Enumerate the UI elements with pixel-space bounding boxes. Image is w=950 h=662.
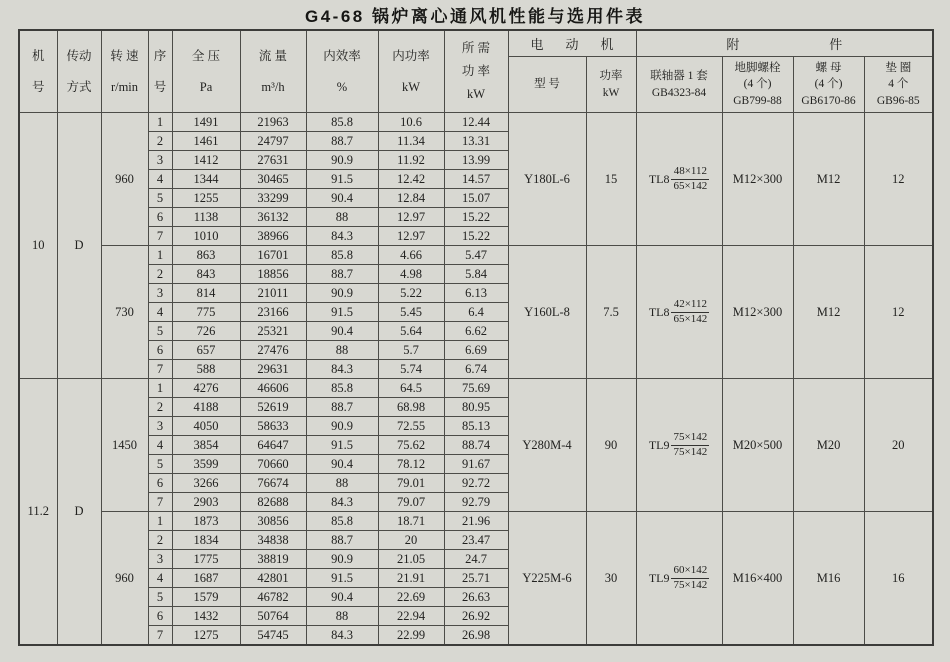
cell-required-power: 91.67 bbox=[444, 455, 508, 474]
cell-efficiency: 90.4 bbox=[306, 322, 378, 341]
cell-required-power: 92.79 bbox=[444, 493, 508, 512]
cell-pressure: 1344 bbox=[172, 170, 240, 189]
col-header-motor-model: 型 号 bbox=[508, 57, 586, 113]
cell-required-power: 75.69 bbox=[444, 379, 508, 398]
cell-internal-power: 22.69 bbox=[378, 588, 444, 607]
cell-internal-power: 75.62 bbox=[378, 436, 444, 455]
cell-seq: 1 bbox=[148, 512, 172, 531]
cell-internal-power: 79.07 bbox=[378, 493, 444, 512]
col-header-drive-mode: 传动 方式 bbox=[57, 30, 101, 113]
cell-pressure: 1255 bbox=[172, 189, 240, 208]
cell-pressure: 863 bbox=[172, 246, 240, 265]
cell-internal-power: 12.42 bbox=[378, 170, 444, 189]
cell-internal-power: 64.5 bbox=[378, 379, 444, 398]
col-header-anchor-bolt: 地脚螺栓 (4 个) GB799-88 bbox=[722, 57, 793, 113]
cell-flow: 82688 bbox=[240, 493, 306, 512]
cell-required-power: 6.69 bbox=[444, 341, 508, 360]
cell-nut: M12 bbox=[793, 113, 864, 246]
cell-efficiency: 85.8 bbox=[306, 113, 378, 132]
cell-required-power: 21.96 bbox=[444, 512, 508, 531]
cell-pressure: 1275 bbox=[172, 626, 240, 646]
cell-required-power: 25.71 bbox=[444, 569, 508, 588]
cell-required-power: 15.22 bbox=[444, 227, 508, 246]
cell-seq: 2 bbox=[148, 531, 172, 550]
table-header bbox=[19, 30, 933, 113]
table-row bbox=[19, 113, 933, 132]
cell-efficiency: 90.4 bbox=[306, 189, 378, 208]
motor-group-header: 电 动 机 bbox=[508, 30, 636, 57]
cell-seq: 3 bbox=[148, 550, 172, 569]
col-header-pressure: 全 压 Pa bbox=[172, 30, 240, 113]
cell-efficiency: 84.3 bbox=[306, 227, 378, 246]
cell-pressure: 1579 bbox=[172, 588, 240, 607]
cell-seq: 3 bbox=[148, 417, 172, 436]
cell-fan-no: 10 bbox=[19, 113, 57, 379]
cell-flow: 42801 bbox=[240, 569, 306, 588]
cell-flow: 21011 bbox=[240, 284, 306, 303]
cell-seq: 4 bbox=[148, 170, 172, 189]
cell-required-power: 6.62 bbox=[444, 322, 508, 341]
cell-internal-power: 18.71 bbox=[378, 512, 444, 531]
cell-efficiency: 91.5 bbox=[306, 436, 378, 455]
cell-pressure: 2903 bbox=[172, 493, 240, 512]
coupling-type: TL8 bbox=[648, 172, 670, 186]
cell-seq: 6 bbox=[148, 208, 172, 227]
cell-efficiency: 84.3 bbox=[306, 493, 378, 512]
cell-seq: 5 bbox=[148, 455, 172, 474]
cell-required-power: 13.31 bbox=[444, 132, 508, 151]
cell-efficiency: 88 bbox=[306, 208, 378, 227]
cell-flow: 38966 bbox=[240, 227, 306, 246]
cell-efficiency: 90.9 bbox=[306, 417, 378, 436]
cell-motor-power: 7.5 bbox=[586, 246, 636, 379]
cell-efficiency: 90.4 bbox=[306, 455, 378, 474]
cell-pressure: 3266 bbox=[172, 474, 240, 493]
cell-drive-mode: D bbox=[57, 379, 101, 646]
col-header-motor-power: 功率 kW bbox=[586, 57, 636, 113]
cell-seq: 4 bbox=[148, 569, 172, 588]
cell-seq: 6 bbox=[148, 607, 172, 626]
cell-flow: 18856 bbox=[240, 265, 306, 284]
cell-internal-power: 10.6 bbox=[378, 113, 444, 132]
cell-flow: 30465 bbox=[240, 170, 306, 189]
cell-efficiency: 90.9 bbox=[306, 550, 378, 569]
coupling-fraction: $\frac{48\times 112}{65\times 142}$ bbox=[673, 164, 708, 192]
cell-coupling bbox=[636, 379, 722, 512]
cell-pressure: 1010 bbox=[172, 227, 240, 246]
cell-internal-power: 4.66 bbox=[378, 246, 444, 265]
cell-flow: 27631 bbox=[240, 151, 306, 170]
cell-motor-model: Y225M-6 bbox=[508, 512, 586, 646]
cell-flow: 46782 bbox=[240, 588, 306, 607]
cell-internal-power: 22.99 bbox=[378, 626, 444, 646]
cell-required-power: 92.72 bbox=[444, 474, 508, 493]
cell-flow: 25321 bbox=[240, 322, 306, 341]
cell-efficiency: 85.8 bbox=[306, 512, 378, 531]
cell-efficiency: 90.9 bbox=[306, 284, 378, 303]
cell-internal-power: 5.45 bbox=[378, 303, 444, 322]
cell-required-power: 6.74 bbox=[444, 360, 508, 379]
col-header-washer: 垫 圈 4 个 GB96-85 bbox=[864, 57, 933, 113]
cell-efficiency: 88 bbox=[306, 607, 378, 626]
cell-internal-power: 68.98 bbox=[378, 398, 444, 417]
cell-required-power: 5.84 bbox=[444, 265, 508, 284]
cell-required-power: 15.22 bbox=[444, 208, 508, 227]
cell-efficiency: 91.5 bbox=[306, 569, 378, 588]
cell-pressure: 1138 bbox=[172, 208, 240, 227]
cell-flow: 23166 bbox=[240, 303, 306, 322]
cell-anchor-bolt: M16×400 bbox=[722, 512, 793, 646]
accessory-group-header: 附 件 bbox=[636, 30, 933, 57]
cell-coupling bbox=[636, 113, 722, 246]
col-header-flow: 流 量 m³/h bbox=[240, 30, 306, 113]
cell-motor-power: 30 bbox=[586, 512, 636, 646]
cell-seq: 4 bbox=[148, 436, 172, 455]
cell-efficiency: 90.9 bbox=[306, 151, 378, 170]
cell-efficiency: 88.7 bbox=[306, 398, 378, 417]
cell-efficiency: 90.4 bbox=[306, 588, 378, 607]
header-row-groups bbox=[19, 30, 933, 57]
cell-required-power: 26.63 bbox=[444, 588, 508, 607]
cell-nut: M16 bbox=[793, 512, 864, 646]
cell-pressure: 4188 bbox=[172, 398, 240, 417]
cell-flow: 33299 bbox=[240, 189, 306, 208]
cell-seq: 1 bbox=[148, 113, 172, 132]
cell-coupling bbox=[636, 246, 722, 379]
cell-motor-model: Y160L-8 bbox=[508, 246, 586, 379]
cell-required-power: 12.44 bbox=[444, 113, 508, 132]
cell-efficiency: 88.7 bbox=[306, 132, 378, 151]
cell-motor-model: Y280M-4 bbox=[508, 379, 586, 512]
cell-seq: 2 bbox=[148, 265, 172, 284]
cell-seq: 2 bbox=[148, 132, 172, 151]
coupling-type: TL9 bbox=[648, 571, 670, 585]
cell-pressure: 1491 bbox=[172, 113, 240, 132]
col-header-internal-power: 内功率 kW bbox=[378, 30, 444, 113]
cell-required-power: 80.95 bbox=[444, 398, 508, 417]
cell-seq: 7 bbox=[148, 227, 172, 246]
col-header-nut: 螺 母 (4 个) GB6170-86 bbox=[793, 57, 864, 113]
cell-pressure: 1412 bbox=[172, 151, 240, 170]
cell-speed: 1450 bbox=[101, 379, 148, 512]
cell-efficiency: 88.7 bbox=[306, 265, 378, 284]
table-row bbox=[19, 512, 933, 531]
cell-pressure: 1432 bbox=[172, 607, 240, 626]
cell-pressure: 588 bbox=[172, 360, 240, 379]
cell-flow: 24797 bbox=[240, 132, 306, 151]
cell-efficiency: 85.8 bbox=[306, 379, 378, 398]
cell-required-power: 26.92 bbox=[444, 607, 508, 626]
cell-flow: 16701 bbox=[240, 246, 306, 265]
cell-flow: 58633 bbox=[240, 417, 306, 436]
cell-internal-power: 5.64 bbox=[378, 322, 444, 341]
cell-pressure: 3599 bbox=[172, 455, 240, 474]
table-row bbox=[19, 246, 933, 265]
cell-washer: 20 bbox=[864, 379, 933, 512]
coupling-type: TL9 bbox=[648, 438, 670, 452]
cell-speed: 960 bbox=[101, 512, 148, 646]
cell-flow: 21963 bbox=[240, 113, 306, 132]
cell-pressure: 1461 bbox=[172, 132, 240, 151]
cell-pressure: 1775 bbox=[172, 550, 240, 569]
cell-motor-power: 90 bbox=[586, 379, 636, 512]
cell-flow: 70660 bbox=[240, 455, 306, 474]
cell-flow: 64647 bbox=[240, 436, 306, 455]
cell-flow: 52619 bbox=[240, 398, 306, 417]
cell-required-power: 6.4 bbox=[444, 303, 508, 322]
cell-pressure: 843 bbox=[172, 265, 240, 284]
cell-motor-power: 15 bbox=[586, 113, 636, 246]
col-header-seq: 序 号 bbox=[148, 30, 172, 113]
cell-coupling bbox=[636, 512, 722, 646]
cell-fan-no: 11.2 bbox=[19, 379, 57, 646]
fan-performance-table bbox=[18, 29, 934, 646]
col-header-coupling: 联轴器 1 套 GB4323-84 bbox=[636, 57, 722, 113]
cell-anchor-bolt: M12×300 bbox=[722, 246, 793, 379]
cell-required-power: 88.74 bbox=[444, 436, 508, 455]
cell-seq: 5 bbox=[148, 322, 172, 341]
cell-internal-power: 4.98 bbox=[378, 265, 444, 284]
cell-pressure: 1834 bbox=[172, 531, 240, 550]
cell-anchor-bolt: M12×300 bbox=[722, 113, 793, 246]
cell-motor-model: Y180L-6 bbox=[508, 113, 586, 246]
cell-internal-power: 5.74 bbox=[378, 360, 444, 379]
cell-internal-power: 5.22 bbox=[378, 284, 444, 303]
cell-internal-power: 12.84 bbox=[378, 189, 444, 208]
col-header-speed: 转 速 r/min bbox=[101, 30, 148, 113]
cell-internal-power: 22.94 bbox=[378, 607, 444, 626]
cell-flow: 54745 bbox=[240, 626, 306, 646]
cell-efficiency: 88.7 bbox=[306, 531, 378, 550]
cell-pressure: 1687 bbox=[172, 569, 240, 588]
cell-pressure: 4276 bbox=[172, 379, 240, 398]
cell-efficiency: 91.5 bbox=[306, 303, 378, 322]
cell-efficiency: 84.3 bbox=[306, 360, 378, 379]
coupling-fraction: $\frac{75\times 142}{75\times 142}$ bbox=[673, 430, 708, 458]
cell-flow: 30856 bbox=[240, 512, 306, 531]
cell-efficiency: 91.5 bbox=[306, 170, 378, 189]
cell-required-power: 85.13 bbox=[444, 417, 508, 436]
cell-pressure: 726 bbox=[172, 322, 240, 341]
cell-internal-power: 78.12 bbox=[378, 455, 444, 474]
cell-nut: M20 bbox=[793, 379, 864, 512]
cell-washer: 16 bbox=[864, 512, 933, 646]
cell-washer: 12 bbox=[864, 113, 933, 246]
cell-flow: 76674 bbox=[240, 474, 306, 493]
cell-speed: 960 bbox=[101, 113, 148, 246]
cell-efficiency: 84.3 bbox=[306, 626, 378, 646]
cell-required-power: 26.98 bbox=[444, 626, 508, 646]
cell-required-power: 14.57 bbox=[444, 170, 508, 189]
cell-seq: 2 bbox=[148, 398, 172, 417]
cell-flow: 29631 bbox=[240, 360, 306, 379]
cell-drive-mode: D bbox=[57, 113, 101, 379]
cell-flow: 36132 bbox=[240, 208, 306, 227]
cell-required-power: 6.13 bbox=[444, 284, 508, 303]
cell-internal-power: 11.34 bbox=[378, 132, 444, 151]
cell-flow: 27476 bbox=[240, 341, 306, 360]
coupling-type: TL8 bbox=[648, 305, 670, 319]
cell-internal-power: 12.97 bbox=[378, 227, 444, 246]
cell-anchor-bolt: M20×500 bbox=[722, 379, 793, 512]
cell-flow: 38819 bbox=[240, 550, 306, 569]
cell-pressure: 4050 bbox=[172, 417, 240, 436]
cell-flow: 50764 bbox=[240, 607, 306, 626]
cell-seq: 5 bbox=[148, 588, 172, 607]
cell-pressure: 775 bbox=[172, 303, 240, 322]
cell-seq: 3 bbox=[148, 151, 172, 170]
cell-required-power: 5.47 bbox=[444, 246, 508, 265]
cell-internal-power: 21.91 bbox=[378, 569, 444, 588]
cell-pressure: 3854 bbox=[172, 436, 240, 455]
cell-internal-power: 11.92 bbox=[378, 151, 444, 170]
cell-required-power: 24.7 bbox=[444, 550, 508, 569]
cell-required-power: 23.47 bbox=[444, 531, 508, 550]
table-row bbox=[19, 379, 933, 398]
cell-efficiency: 88 bbox=[306, 341, 378, 360]
coupling-fraction: $\frac{60\times 142}{75\times 142}$ bbox=[673, 563, 708, 591]
cell-washer: 12 bbox=[864, 246, 933, 379]
cell-efficiency: 88 bbox=[306, 474, 378, 493]
page-title: G4-68 锅炉离心通风机性能与选用件表 bbox=[305, 7, 645, 26]
cell-efficiency: 85.8 bbox=[306, 246, 378, 265]
table-body bbox=[19, 113, 933, 646]
col-header-fan-no: 机 号 bbox=[19, 30, 57, 113]
cell-seq: 6 bbox=[148, 474, 172, 493]
cell-seq: 7 bbox=[148, 493, 172, 512]
cell-seq: 3 bbox=[148, 284, 172, 303]
cell-seq: 1 bbox=[148, 379, 172, 398]
cell-required-power: 15.07 bbox=[444, 189, 508, 208]
cell-pressure: 657 bbox=[172, 341, 240, 360]
cell-internal-power: 20 bbox=[378, 531, 444, 550]
cell-required-power: 13.99 bbox=[444, 151, 508, 170]
cell-seq: 6 bbox=[148, 341, 172, 360]
cell-nut: M12 bbox=[793, 246, 864, 379]
cell-seq: 5 bbox=[148, 189, 172, 208]
cell-seq: 7 bbox=[148, 626, 172, 646]
cell-internal-power: 12.97 bbox=[378, 208, 444, 227]
cell-internal-power: 72.55 bbox=[378, 417, 444, 436]
cell-pressure: 814 bbox=[172, 284, 240, 303]
col-header-efficiency: 内效率 % bbox=[306, 30, 378, 113]
cell-internal-power: 79.01 bbox=[378, 474, 444, 493]
cell-seq: 7 bbox=[148, 360, 172, 379]
cell-pressure: 1873 bbox=[172, 512, 240, 531]
cell-internal-power: 5.7 bbox=[378, 341, 444, 360]
cell-seq: 4 bbox=[148, 303, 172, 322]
cell-internal-power: 21.05 bbox=[378, 550, 444, 569]
cell-seq: 1 bbox=[148, 246, 172, 265]
coupling-fraction: $\frac{42\times 112}{65\times 142}$ bbox=[673, 297, 708, 325]
cell-flow: 46606 bbox=[240, 379, 306, 398]
cell-speed: 730 bbox=[101, 246, 148, 379]
col-header-required-power: 所 需 功 率 kW bbox=[444, 30, 508, 113]
cell-flow: 34838 bbox=[240, 531, 306, 550]
